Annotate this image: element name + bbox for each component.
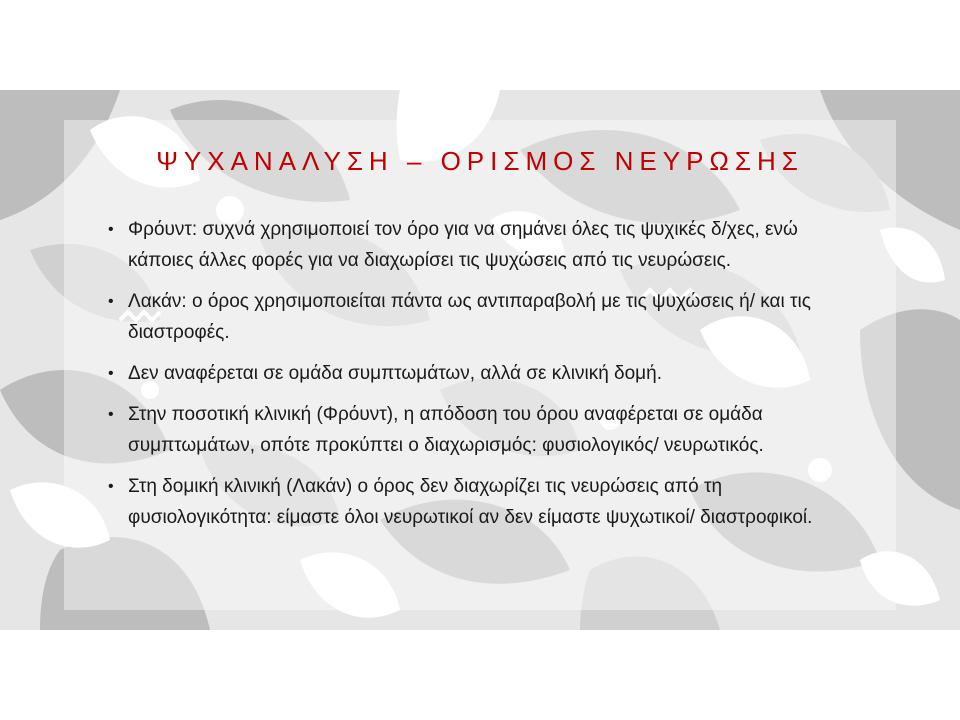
bullet-text: Φρόυντ: συχνά χρησιμοποιεί τον όρο για να σημάνει όλες τις ψυχικές δ/χες, ενώ κάποιες άλλες φορές για να διαχωρίσει τις ψυχώσεις από τις νευρώσεις. [128, 219, 798, 271]
bullet-item-2 [108, 286, 848, 348]
bullet-text: Στη δομική κλινική (Λακάν) ο όρος δεν διαχωρίζει τις νευρώσεις από τη φυσιολογικότητα: είμαστε όλοι νευρωτικοί αν δεν είμαστε ψυχωτικοί/ διαστροφικοί. [128, 476, 813, 528]
bullet-marker: • [108, 221, 114, 238]
bullet-text: Λακάν: ο όρος χρησιμοποιείται πάντα ως αντιπαραβολή με τις ψυχώσεις ή/ και τις διαστροφές. [128, 291, 811, 343]
bullet-marker: • [108, 406, 114, 423]
bullet-marker: • [108, 293, 114, 310]
bullet-marker: • [108, 478, 114, 495]
slide-title: ΨΥΧΑΝΑΛΥΣΗ – ΟΡΙΣΜΟΣ ΝΕΥΡΩΣΗΣ [156, 146, 804, 176]
bullet-item-4 [108, 399, 848, 461]
bullet-marker: • [108, 365, 114, 382]
bullet-item-1 [108, 214, 848, 276]
bullet-text: Στην ποσοτική κλινική (Φρόυντ), η απόδοση του όρου αναφέρεται σε ομάδα συμπτωμάτων, οπότε προκύπτει ο διαχωρισμός: φυσιολογικός/ νευρωτικός. [128, 404, 764, 456]
bullet-list [108, 214, 848, 543]
bullet-text: Δεν αναφέρεται σε ομάδα συμπτωμάτων, αλλά σε κλινική δομή. [128, 363, 662, 384]
bullet-item-5 [108, 471, 848, 533]
bullet-item-3 [108, 358, 848, 389]
